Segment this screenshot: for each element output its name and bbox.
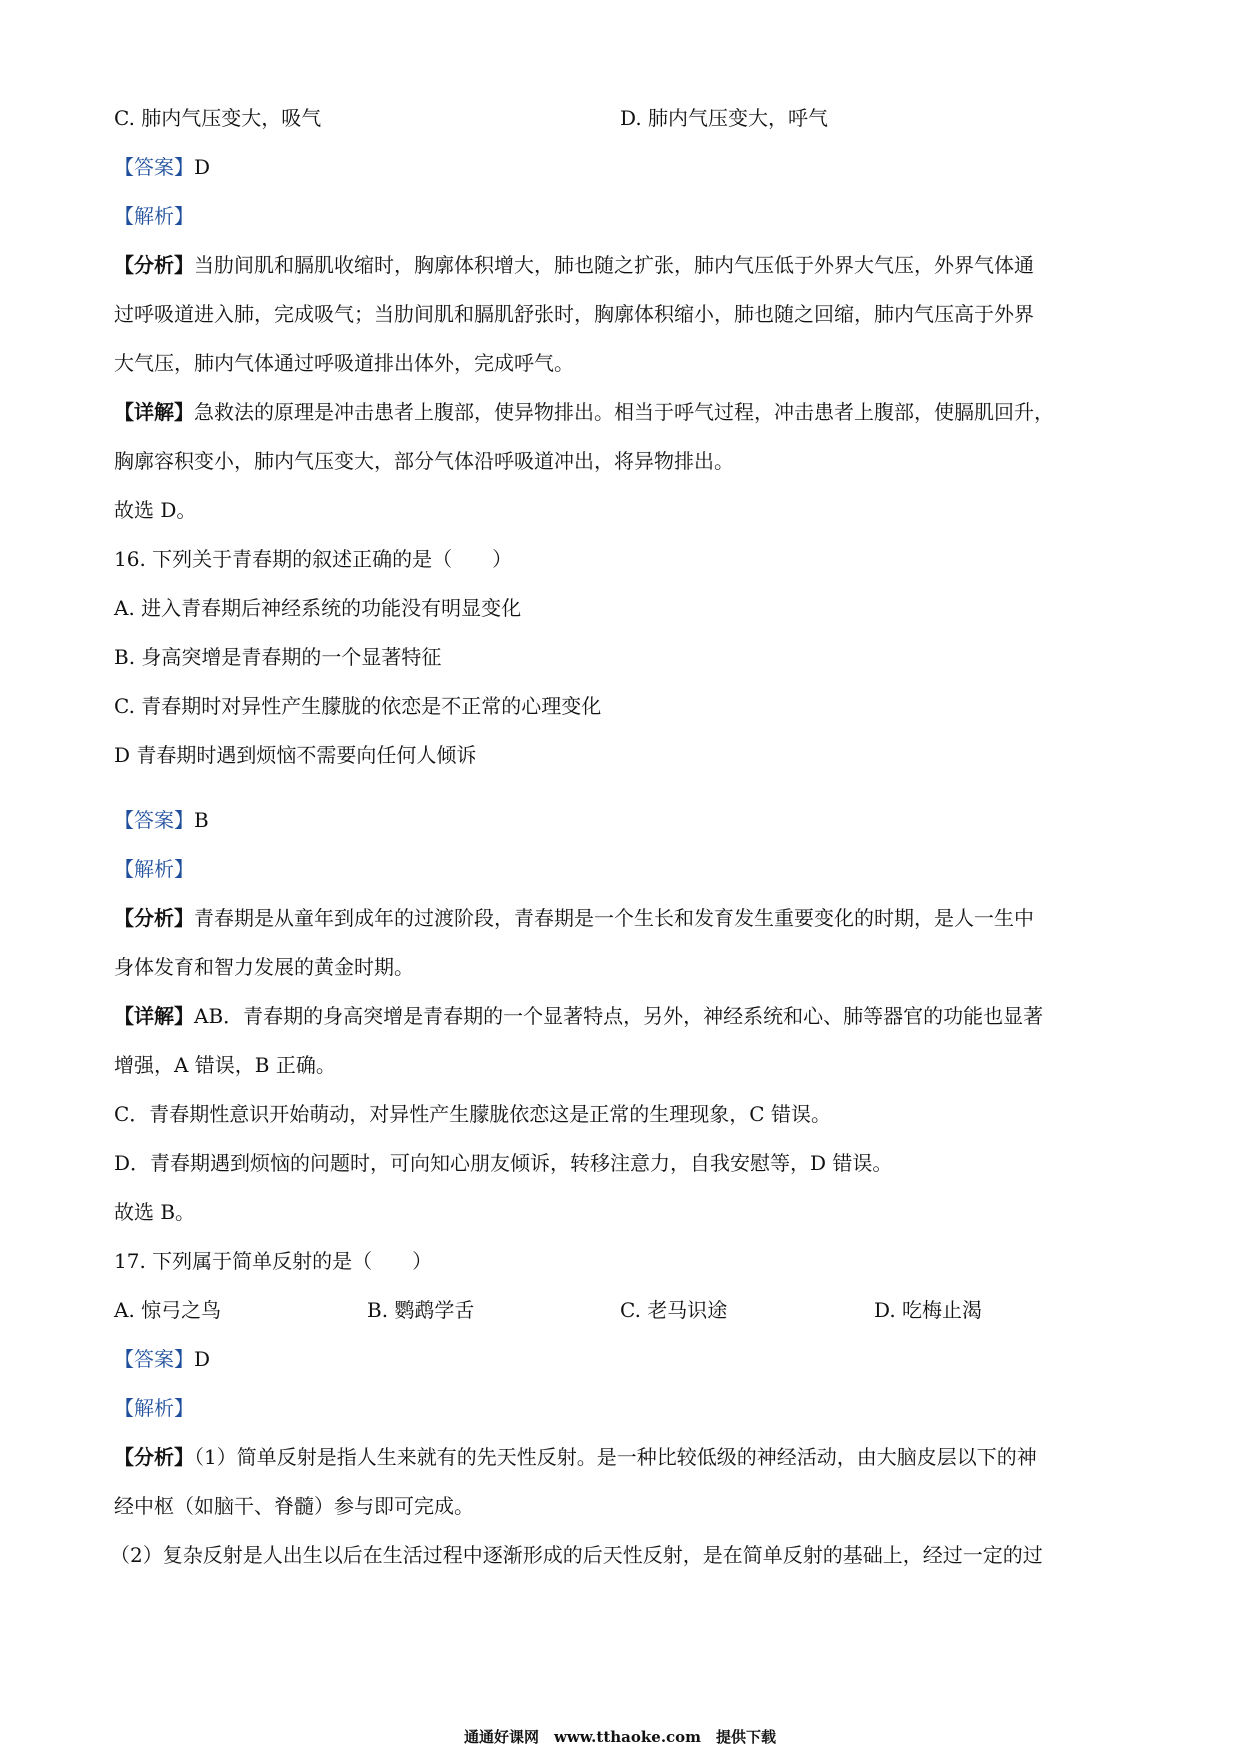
fenxi-text: 当肋间肌和膈肌收缩时，胸廓体积增大，肺也随之扩张，肺内气压低于外界大气压，外界气体通 bbox=[194, 253, 1034, 277]
q16-detail-d: D．青春期遇到烦恼的问题时，可向知心朋友倾诉，转移注意力，自我安慰等，D 错误。 bbox=[114, 1151, 893, 1175]
answer-value: B bbox=[194, 808, 209, 832]
q17-line-2: （2）复杂反射是人出生以后在生活过程中逐渐形成的后天性反射，是在简单反射的基础上，经过一定的过 bbox=[110, 1543, 1043, 1567]
q17-analysis-label: 【解析】 bbox=[114, 1396, 194, 1420]
q17-fenxi bbox=[114, 1443, 1037, 1471]
q16-xiangjie bbox=[114, 1002, 1043, 1030]
q16-answer bbox=[114, 806, 209, 834]
q16-detail-c: C．青春期性意识开始萌动，对异性产生朦胧依恋这是正常的生理现象，C 错误。 bbox=[114, 1102, 831, 1126]
q17-fenxi-line-2: 经中枢（如脑干、脊髓）参与即可完成。 bbox=[114, 1494, 474, 1518]
q16-fenxi-line-2: 身体发育和智力发展的黄金时期。 bbox=[114, 955, 414, 979]
fenxi-text: （1）简单反射是指人生来就有的先天性反射。是一种比较低级的神经活动，由大脑皮层以下的神 bbox=[194, 1445, 1037, 1469]
xiangjie-text: 急救法的原理是冲击患者上腹部，使异物排出。相当于呼气过程，冲击患者上腹部，使膈肌回升， bbox=[194, 400, 1054, 424]
xiangjie-text: AB．青春期的身高突增是青春期的一个显著特点，另外，神经系统和心、肺等器官的功能也显著 bbox=[194, 1004, 1044, 1028]
q16-fenxi bbox=[114, 904, 1034, 932]
q15-fenxi bbox=[114, 251, 1034, 279]
q15-fenxi-line-2: 过呼吸道进入肺，完成吸气；当肋间肌和膈肌舒张时，胸廓体积缩小，肺也随之回缩，肺内气压高于外界 bbox=[114, 302, 1034, 326]
fenxi-label: 【分析】 bbox=[114, 1445, 194, 1469]
q15-analysis-label: 【解析】 bbox=[114, 204, 194, 228]
fenxi-label: 【分析】 bbox=[114, 253, 194, 277]
q15-conclusion: 故选 D。 bbox=[114, 498, 197, 522]
answer-label: 【答案】 bbox=[114, 808, 194, 832]
q17-option-c: C. 老马识途 bbox=[620, 1298, 728, 1322]
q15-answer bbox=[114, 153, 210, 181]
q15-xiangjie bbox=[114, 398, 1054, 426]
q16-xiangjie-line-2: 增强，A 错误，B 正确。 bbox=[114, 1053, 336, 1077]
answer-value: D bbox=[194, 1347, 211, 1371]
q15-option-c: C. 肺内气压变大，吸气 bbox=[114, 106, 322, 130]
q15-option-d: D. 肺内气压变大，呼气 bbox=[620, 106, 829, 130]
q16-analysis-label: 【解析】 bbox=[114, 857, 194, 881]
q16-option-c: C. 青春期时对异性产生朦胧的依恋是不正常的心理变化 bbox=[114, 694, 602, 718]
q16-option-d: D 青春期时遇到烦恼不需要向任何人倾诉 bbox=[114, 743, 477, 767]
xiangjie-label: 【详解】 bbox=[114, 1004, 194, 1028]
q16-option-b: B. 身高突增是青春期的一个显著特征 bbox=[114, 645, 442, 669]
q17-answer bbox=[114, 1345, 210, 1373]
q17-option-a: A. 惊弓之鸟 bbox=[114, 1298, 222, 1322]
fenxi-label: 【分析】 bbox=[114, 906, 194, 930]
answer-label: 【答案】 bbox=[114, 1347, 194, 1371]
page-footer: 通通好课网 www.tthaoke.com 提供下载 bbox=[463, 1728, 777, 1746]
q16-stem: 16. 下列关于青春期的叙述正确的是（ ） bbox=[114, 547, 513, 571]
q16-conclusion: 故选 B。 bbox=[114, 1200, 196, 1224]
q16-option-a: A. 进入青春期后神经系统的功能没有明显变化 bbox=[114, 596, 522, 620]
answer-value: D bbox=[194, 155, 211, 179]
q17-option-d: D. 吃梅止渴 bbox=[874, 1298, 983, 1322]
q15-xiangjie-line-2: 胸廓容积变小，肺内气压变大，部分气体沿呼吸道冲出，将异物排出。 bbox=[114, 449, 734, 473]
q17-stem: 17. 下列属于简单反射的是（ ） bbox=[114, 1249, 433, 1273]
xiangjie-label: 【详解】 bbox=[114, 400, 194, 424]
q17-option-b: B. 鹦鹉学舌 bbox=[367, 1298, 475, 1322]
fenxi-text: 青春期是从童年到成年的过渡阶段，青春期是一个生长和发育发生重要变化的时期，是人一生中 bbox=[194, 906, 1034, 930]
answer-label: 【答案】 bbox=[114, 155, 194, 179]
q15-fenxi-line-3: 大气压，肺内气体通过呼吸道排出体外，完成呼气。 bbox=[114, 351, 574, 375]
